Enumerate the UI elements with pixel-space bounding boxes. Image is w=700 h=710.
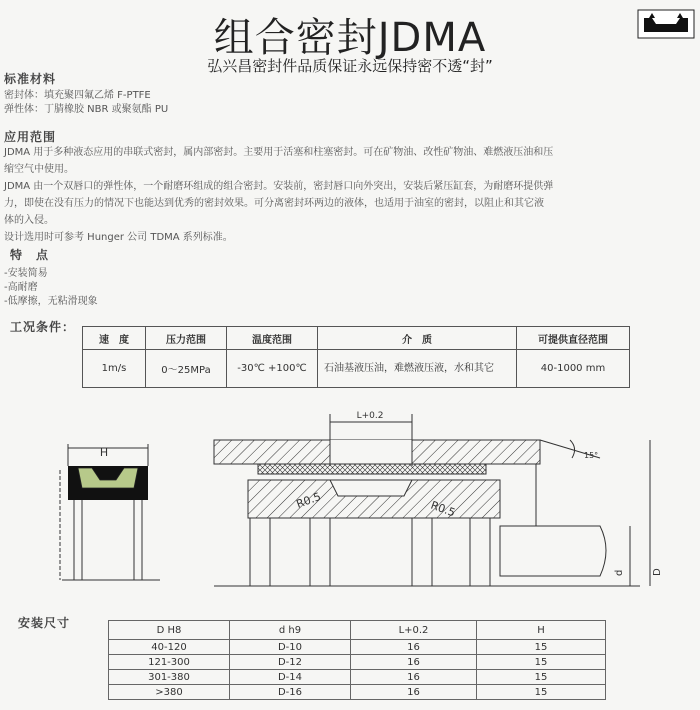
cond-medium: 石油基液压油，难燃液压液，水和其它 <box>318 350 517 388</box>
seal-profile-icon <box>636 4 696 40</box>
feature-item: -安装简易 <box>4 268 48 279</box>
cond-header: 压力范围 <box>146 327 227 350</box>
cond-header: 介 质 <box>318 327 517 350</box>
cond-header: 速 度 <box>83 327 146 350</box>
size-cell: D-10 <box>230 640 351 655</box>
application-heading: 应用范围 <box>4 130 57 144</box>
size-header: D H8 <box>109 621 230 640</box>
size-cell: 121-300 <box>109 655 230 670</box>
application-line: 设计选用时可参考 Hunger 公司 TDMA 系列标准。 <box>4 232 233 243</box>
size-header: H <box>477 621 606 640</box>
seal-drawing <box>0 400 700 600</box>
application-text <box>4 144 684 246</box>
page-subtitle: 弘兴昌密封件品质保证永远保持密不透“封” <box>207 57 493 75</box>
table-row <box>109 670 606 685</box>
conditions-heading: 工况条件： <box>10 320 76 334</box>
application-line: 缩空气中使用。 <box>4 164 74 175</box>
size-cell: 15 <box>477 670 606 685</box>
feature-item: -低摩擦，无粘滑现象 <box>4 296 98 307</box>
cond-diameter: 40-1000 mm <box>517 350 630 388</box>
seal-cross-section <box>60 444 160 580</box>
features-heading: 特 点 <box>10 248 50 262</box>
application-line: 体的入侵。 <box>4 215 54 226</box>
size-cell: >380 <box>109 685 230 700</box>
material-elastomer: 弹性体：丁腈橡胶 NBR 或聚氨酯 PU <box>4 104 169 115</box>
size-cell: 16 <box>351 640 477 655</box>
size-cell: 15 <box>477 685 606 700</box>
size-cell: D-12 <box>230 655 351 670</box>
radius-label: R0.5 <box>428 498 458 520</box>
cond-speed: 1m/s <box>83 350 146 388</box>
dim-d-label: d <box>614 569 625 576</box>
size-header: d h9 <box>230 621 351 640</box>
application-line: 力，即使在没有压力的情况下也能达到优秀的密封效果。可分离密封环两边的液体，也适用于油室的密封，以阻止和其它液 <box>4 198 544 209</box>
cond-header: 温度范围 <box>227 327 318 350</box>
table-row <box>109 640 606 655</box>
table-row <box>109 655 606 670</box>
application-line: JDMA 由一个双唇口的弹性体，一个耐磨环组成的组合密封。安装前，密封唇口向外突出，安装后紧压缸套，为耐磨环提供弹 <box>4 181 554 192</box>
feature-item: -高耐磨 <box>4 282 38 293</box>
size-cell: 40-120 <box>109 640 230 655</box>
size-header: L+0.2 <box>351 621 477 640</box>
cond-header: 可提供直径范围 <box>517 327 630 350</box>
size-cell: D-14 <box>230 670 351 685</box>
cond-pressure: 0～25MPa <box>146 350 227 388</box>
dim-h-label: H <box>99 446 109 459</box>
materials-heading: 标准材料 <box>4 72 57 86</box>
size-cell: D-16 <box>230 685 351 700</box>
size-cell: 16 <box>351 655 477 670</box>
angle-label: 15° <box>584 451 599 460</box>
size-cell: 15 <box>477 640 606 655</box>
dim-d-large-label: D <box>652 568 663 576</box>
dim-l-label: L+0.2 <box>356 411 384 421</box>
page-title: 组合密封JDMA <box>213 15 487 61</box>
install-size-table <box>108 620 606 700</box>
size-cell: 16 <box>351 685 477 700</box>
size-cell: 15 <box>477 655 606 670</box>
cond-temperature: -30℃ +100℃ <box>227 350 318 388</box>
application-line: JDMA 用于多种液态应用的串联式密封，属内部密封。主要用于活塞和柱塞密封。可在矿物油、改性矿物油、难燃液压油和压 <box>4 147 554 158</box>
install-heading: 安装尺寸 <box>18 616 71 630</box>
table-row <box>109 685 606 700</box>
size-cell: 16 <box>351 670 477 685</box>
radius-label: R0.5 <box>294 490 323 511</box>
material-seal-body: 密封体：填充聚四氟乙烯 F-PTFE <box>4 90 151 101</box>
assembly-drawing <box>214 411 663 586</box>
size-cell: 301-380 <box>109 670 230 685</box>
conditions-table <box>82 326 630 388</box>
